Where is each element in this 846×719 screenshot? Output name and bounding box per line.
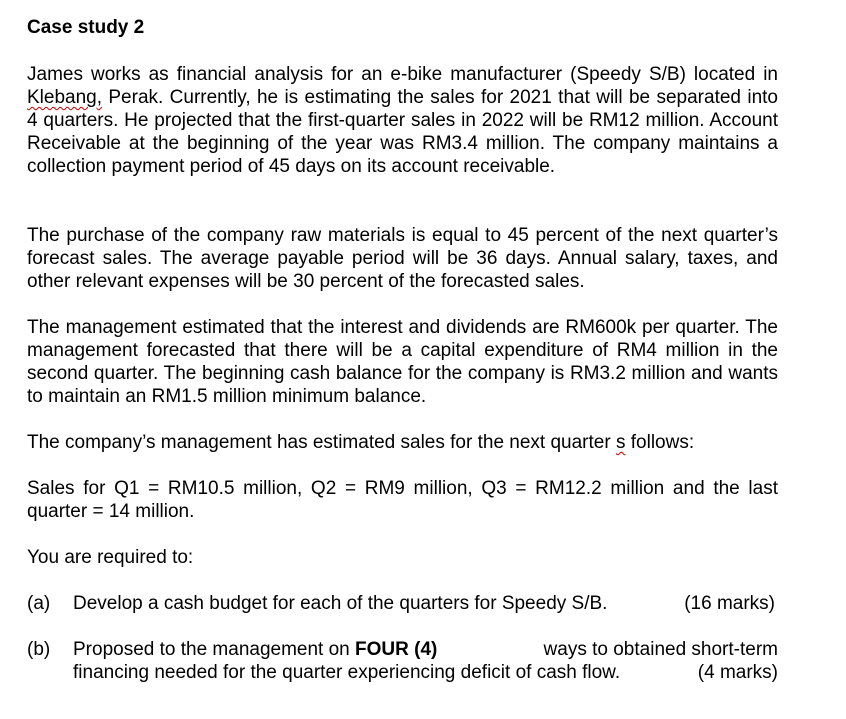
question-text: Develop a cash budget for each of the quarters for Speedy S/B.	[73, 593, 608, 614]
paragraph-sales-figures: Sales for Q1 = RM10.5 million, Q2 = RM9 million, Q3 = RM12.2 million and the last quarter = 14 million.	[27, 478, 778, 522]
question-emphasis: FOUR (4)	[355, 639, 438, 660]
question-marks: (4 marks)	[697, 662, 778, 683]
paragraph-background	[27, 63, 778, 178]
paragraph-purchases: The purchase of the company raw materials is equal to 45 percent of the next quarter’s forecast sales. The average payable period will be 36 days. Annual salary, taxes, and other relevant expenses will be 30 percent of the forecasted sales.	[27, 225, 778, 292]
paragraph-text: Perak. Currently, he is estimating the sales for 2021 that will be separated into 4 quarters. He projected that the first-quarter sales in 2022 will be RM12 million. Account Receivable at the beginning of the year was RM3.4 million. The company maintains a collection payment period of 45 days on its account receivable.	[27, 87, 778, 177]
question-label: (b)	[27, 639, 51, 660]
question-text: financing needed for the quarter experiencing deficit of cash flow.	[73, 662, 621, 683]
question-line	[73, 638, 778, 661]
paragraph-interest-capex: The management estimated that the interest and dividends are RM600k per quarter. The management forecasted that there will be a capital expenditure of RM4 million in the second quarter. The beginning cash balance for the company is RM3.2 million and wants to maintain an RM1.5 million minimum balance.	[27, 317, 778, 407]
question-body	[73, 638, 778, 684]
paragraph-text: James works as financial analysis for an e-bike manufacturer (Speedy S/B) located in	[27, 64, 778, 85]
paragraph-sales-intro	[27, 431, 778, 454]
paragraph-text: follows:	[625, 432, 695, 453]
question-label: (a)	[27, 593, 51, 614]
question-body	[73, 592, 778, 615]
question-line	[73, 661, 778, 684]
paragraph-text: The company’s management has estimated sales for the next quarter	[27, 432, 616, 453]
question-text: Proposed to the management on	[73, 639, 356, 660]
case-study-title: Case study 2	[27, 17, 145, 38]
question-marks: (16 marks)	[684, 593, 775, 614]
paragraph-requirements: You are required to:	[27, 547, 194, 568]
spellcheck-flagged-word: s	[615, 432, 626, 453]
spellcheck-flagged-word: Klebang,	[27, 87, 103, 108]
question-text: ways to obtained short-term	[543, 639, 778, 660]
